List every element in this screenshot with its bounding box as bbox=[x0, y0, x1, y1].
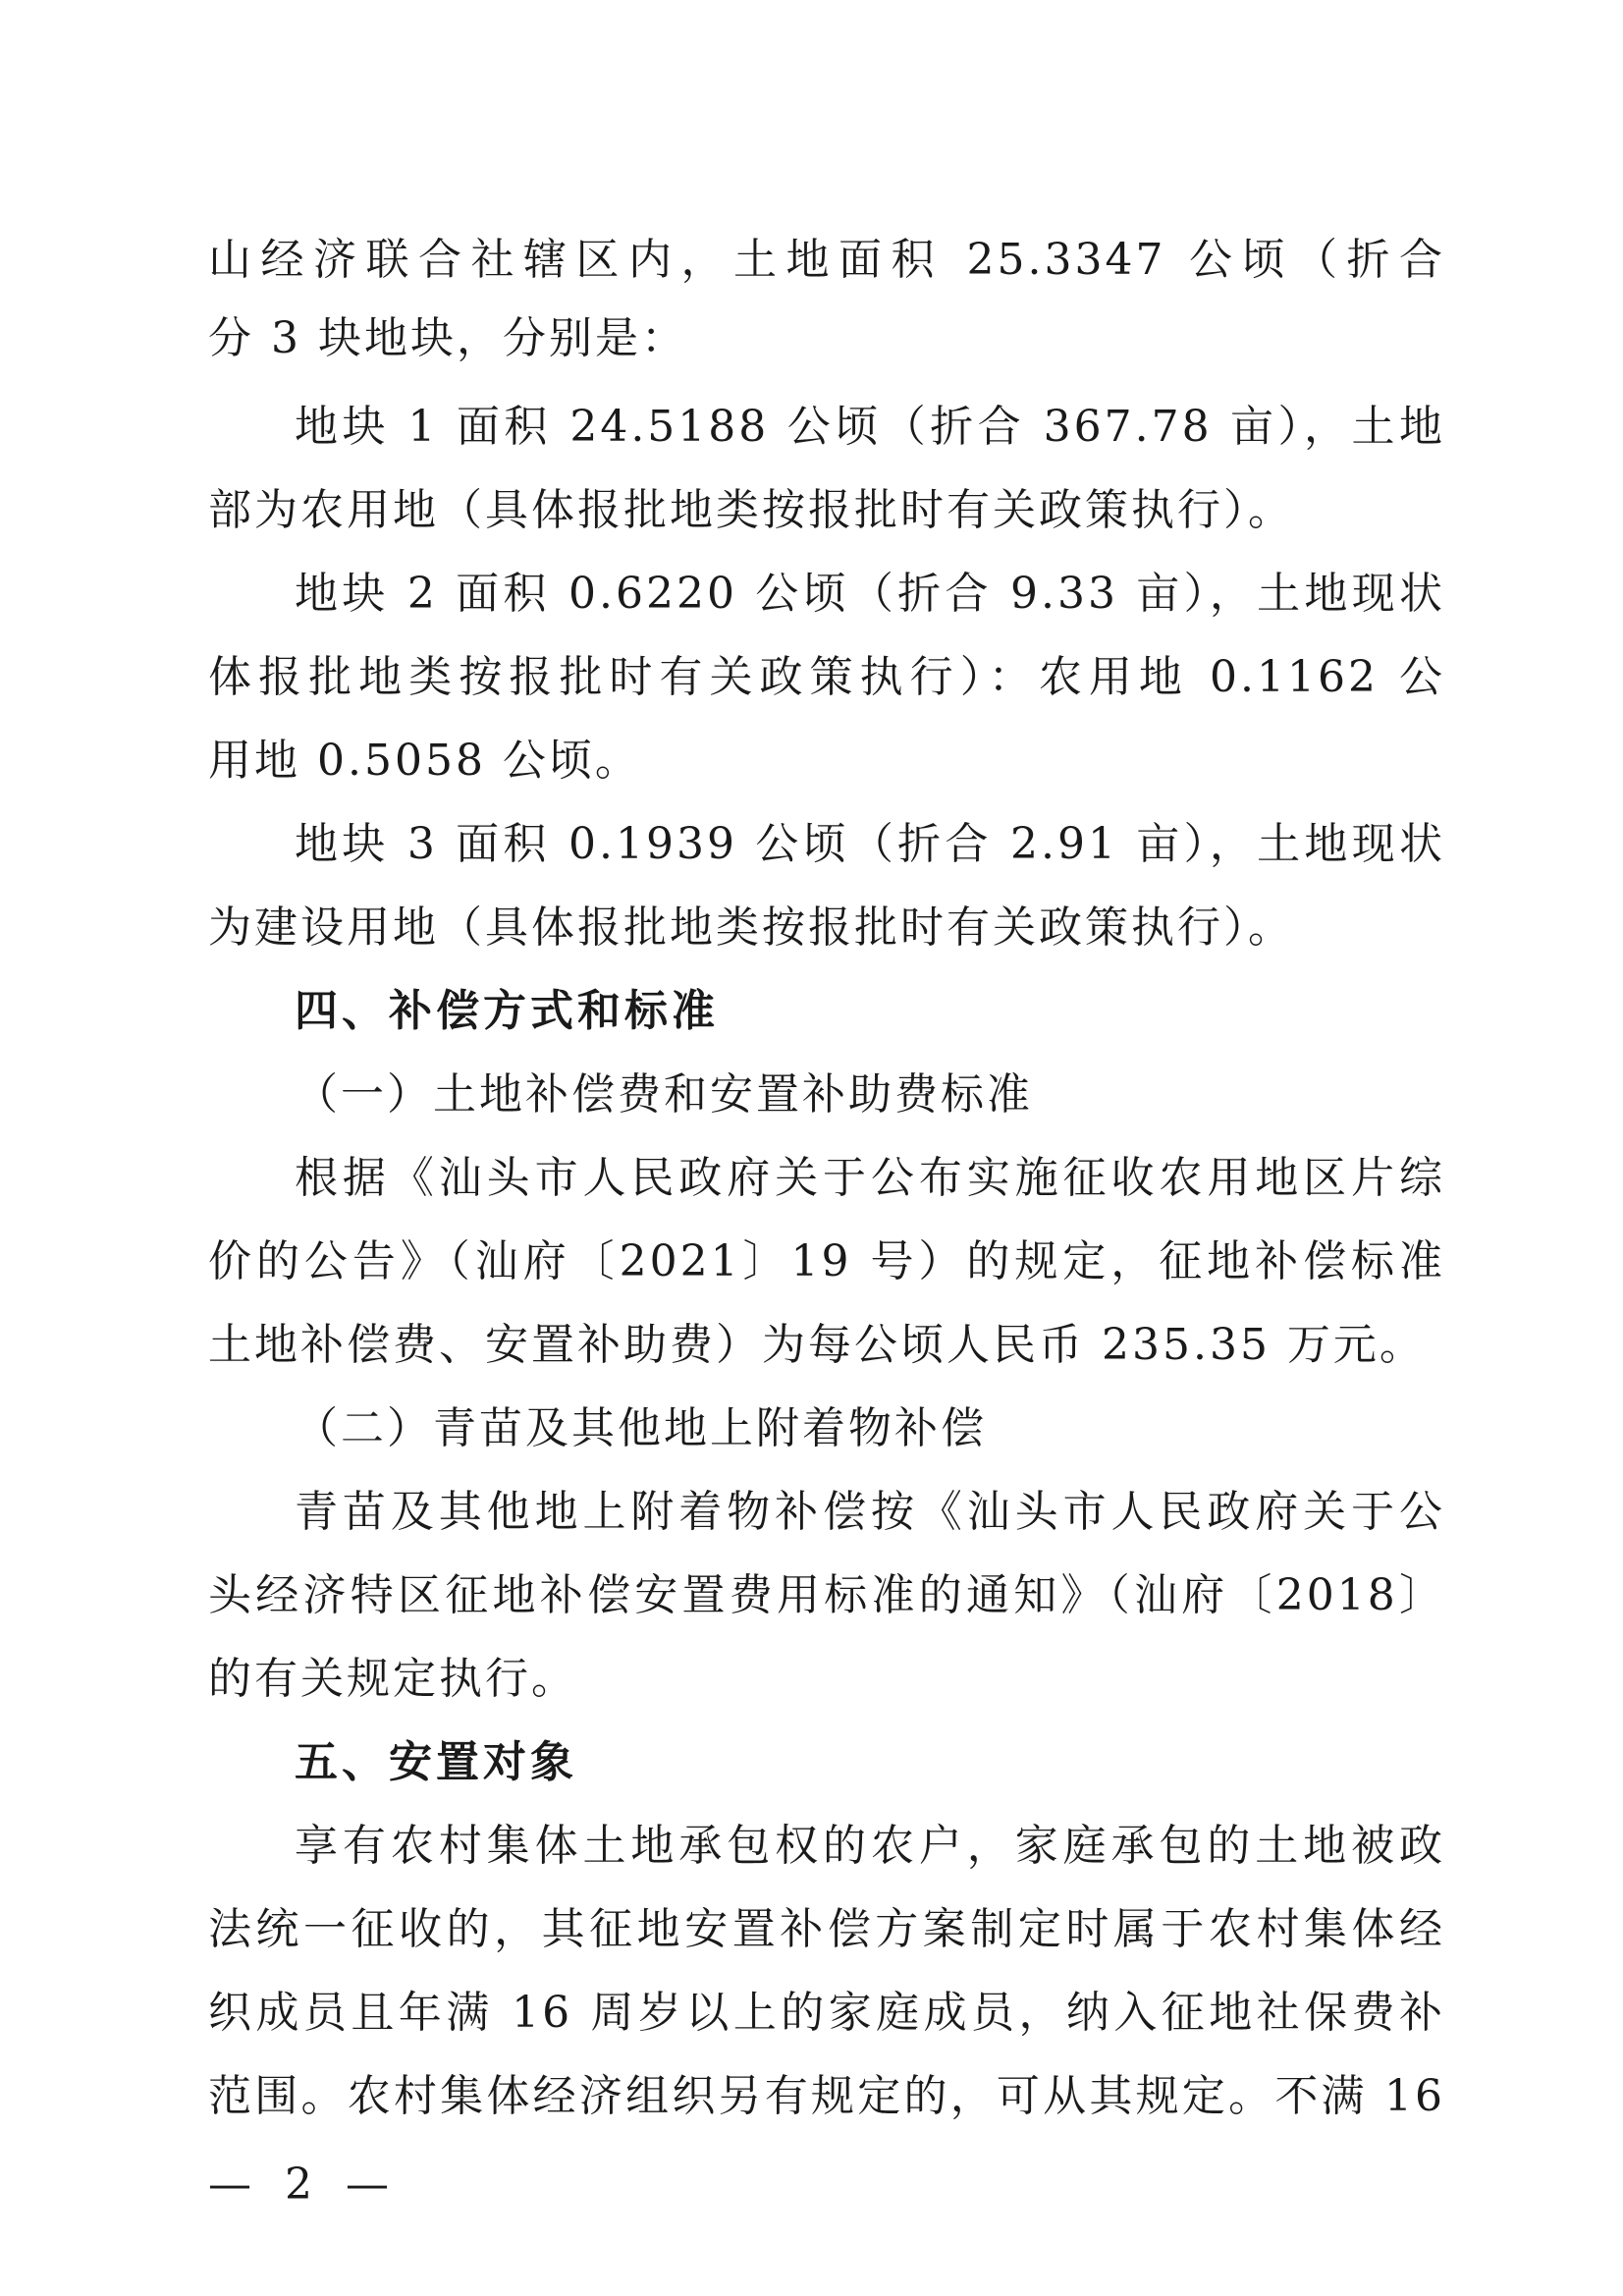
paragraph-line: 享有农村集体土地承包权的农户，家庭承包的土地被政 bbox=[295, 1821, 1445, 1871]
section-heading: 四、补偿方式和标准 bbox=[295, 986, 719, 1036]
body-line: 的有关规定执行。 bbox=[208, 1654, 577, 1704]
body-line: 分 3 块地块，分别是： bbox=[208, 313, 687, 363]
paragraph-line: 地块 2 面积 0.6220 公顷（折合 9.33 亩），土地现状 bbox=[295, 569, 1445, 619]
body-line: 山经济联合社辖区内，土地面积 25.3347 公顷（折合 bbox=[208, 235, 1445, 285]
paragraph-line: 青苗及其他地上附着物补偿按《汕头市人民政府关于公 bbox=[295, 1487, 1445, 1537]
body-line: 织成员且年满 16 周岁以上的家庭成员，纳入征地社保费补 bbox=[208, 1988, 1445, 2038]
section-heading: 五、安置对象 bbox=[295, 1737, 577, 1787]
body-line: 价的公告》（汕府〔2021〕19 号）的规定，征地补偿标准 bbox=[208, 1236, 1445, 1286]
page-number: — 2 — bbox=[208, 2159, 399, 2210]
paragraph-line: 地块 3 面积 0.1939 公顷（折合 2.91 亩），土地现状 bbox=[295, 819, 1445, 869]
body-line: 法统一征收的，其征地安置补偿方案制定时属于农村集体经 bbox=[208, 1904, 1445, 1954]
body-line: 土地补偿费、安置补助费）为每公顷人民币 235.35 万元。 bbox=[208, 1320, 1426, 1370]
paragraph-line: 地块 1 面积 24.5188 公顷（折合 367.78 亩），土地 bbox=[295, 402, 1445, 452]
body-line: 体报批地类按报批时有关政策执行）：农用地 0.1162 公 bbox=[208, 652, 1445, 702]
body-line: 为建设用地（具体报批地类按报批时有关政策执行）。 bbox=[208, 902, 1294, 953]
body-line: 范围。农村集体经济组织另有规定的，可从其规定。不满 16 bbox=[208, 2071, 1445, 2121]
paragraph-line: 根据《汕头市人民政府关于公布实施征收农用地区片综 bbox=[295, 1153, 1445, 1203]
subsection-heading: （一）土地补偿费和安置补助费标准 bbox=[295, 1069, 1033, 1120]
body-line: 用地 0.5058 公顷。 bbox=[208, 736, 641, 786]
body-line: 头经济特区征地补偿安置费用标准的通知》（汕府〔2018〕 bbox=[208, 1570, 1445, 1620]
subsection-heading: （二）青苗及其他地上附着物补偿 bbox=[295, 1403, 987, 1453]
body-line: 部为农用地（具体报批地类按报批时有关政策执行）。 bbox=[208, 485, 1294, 535]
